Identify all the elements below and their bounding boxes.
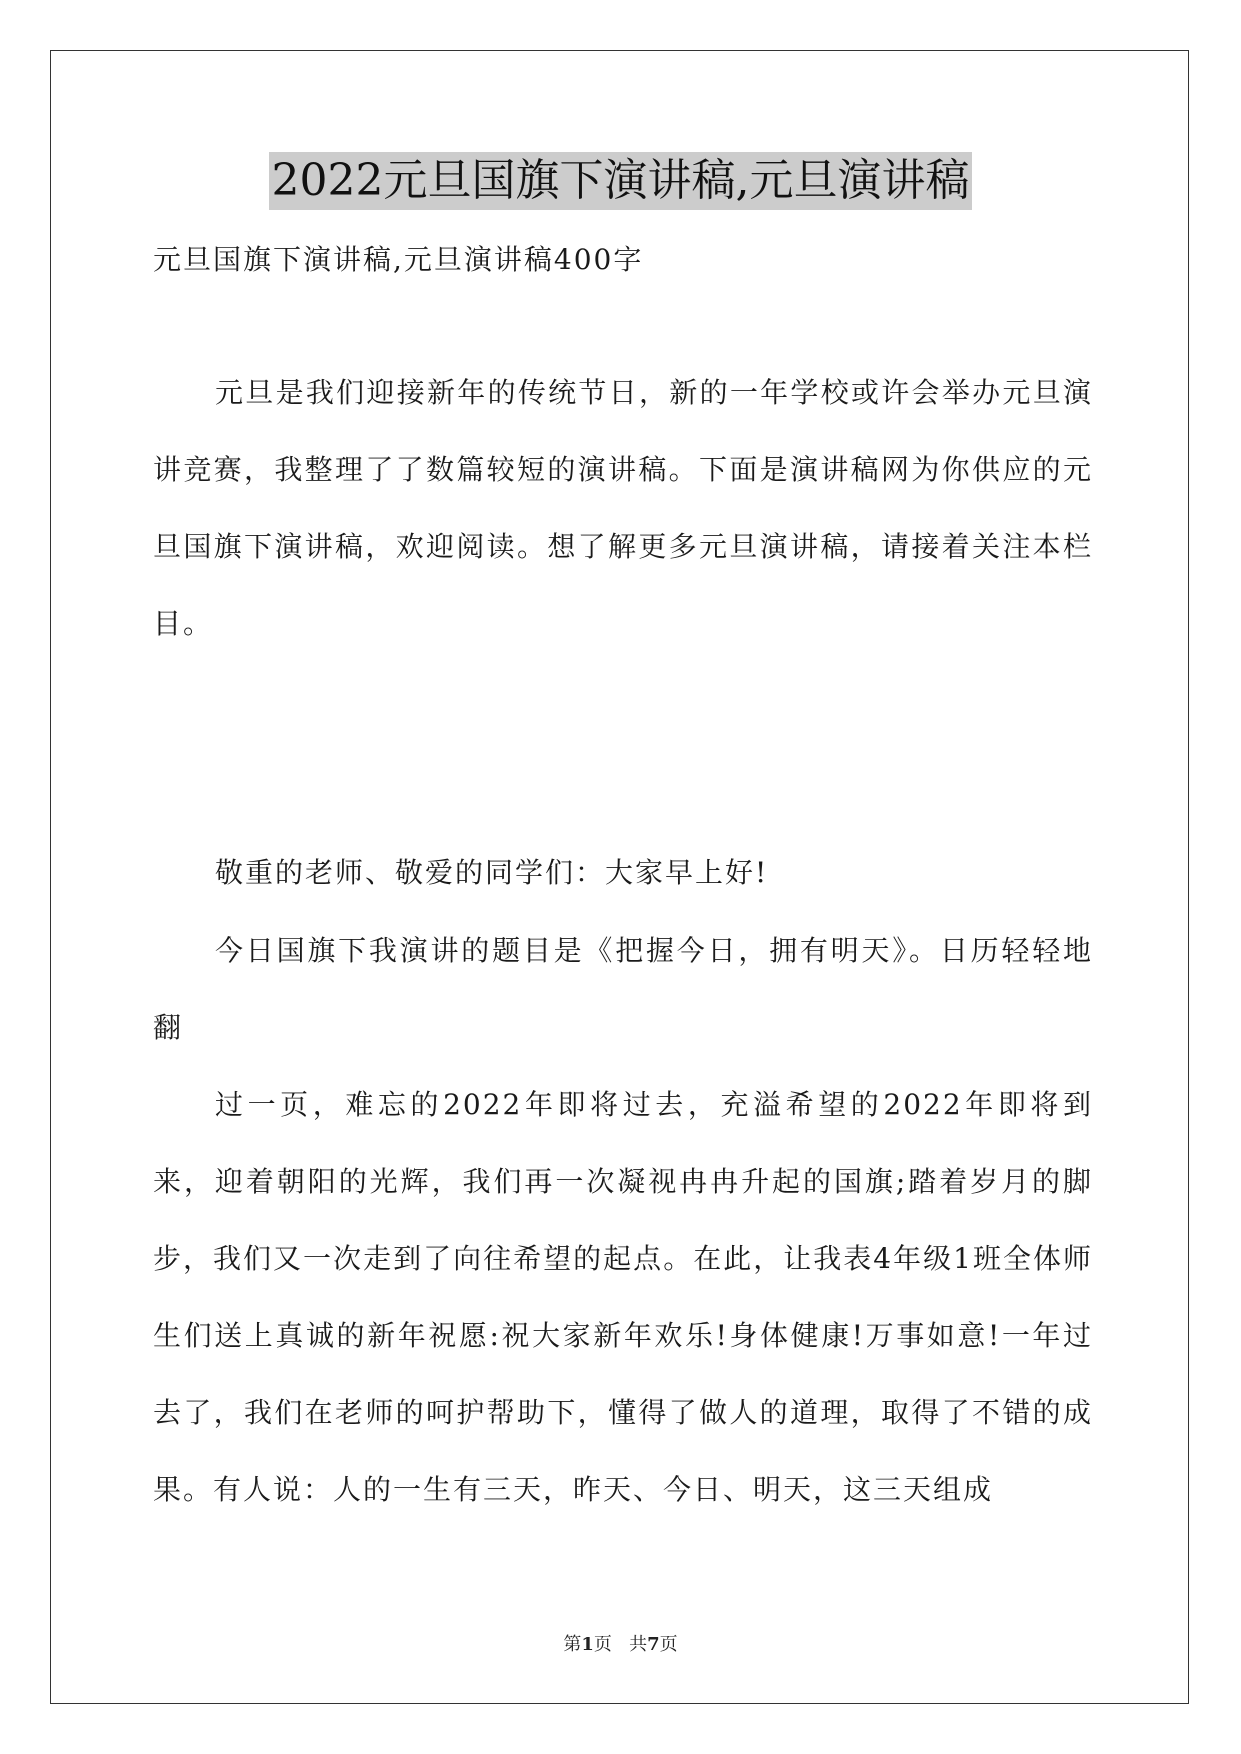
page-footer (0, 1630, 1241, 1656)
page-suffix: 页 (593, 1634, 612, 1655)
document-subtitle: 元旦国旗下演讲稿,元旦演讲稿400字 (153, 243, 644, 276)
total-prefix: 共 (629, 1634, 648, 1655)
page-current: 1 (581, 1634, 594, 1655)
paragraph-greeting: 敬重的老师、敬爱的同学们：大家早上好! (215, 856, 769, 889)
document-title: 2022元旦国旗下演讲稿,元旦演讲稿 (269, 152, 973, 210)
title-container (0, 152, 1241, 210)
page-total: 7 (647, 1634, 660, 1655)
paragraph-intro: 元旦是我们迎接新年的传统节日，新的一年学校或许会举办元旦演讲竞赛，我整理了了数篇较短的演讲稿。下面是演讲稿网为你供应的元旦国旗下演讲稿，欢迎阅读。想了解更多元旦演讲稿，请接着关注本栏目。 (153, 376, 1093, 640)
page-prefix: 第 (563, 1634, 582, 1655)
total-suffix: 页 (659, 1634, 678, 1655)
paragraph-body: 过一页，难忘的2022年即将过去，充溢希望的2022年即将到来，迎着朝阳的光辉，我们再一次凝视冉冉升起的国旗;踏着岁月的脚步，我们又一次走到了向往希望的起点。在此，让我表4年级1班全体师生们送上真诚的新年祝愿:祝大家新年欢乐!身体健康!万事如意!一年过去了，我们在老师的呵护帮助下，懂得了做人的道理，取得了不错的成果。有人说：人的一生有三天，昨天、今日、明天，这三天组成 (153, 1088, 1093, 1506)
paragraph-topic: 今日国旗下我演讲的题目是《把握今日，拥有明天》。日历轻轻地翻 (153, 934, 1093, 1044)
